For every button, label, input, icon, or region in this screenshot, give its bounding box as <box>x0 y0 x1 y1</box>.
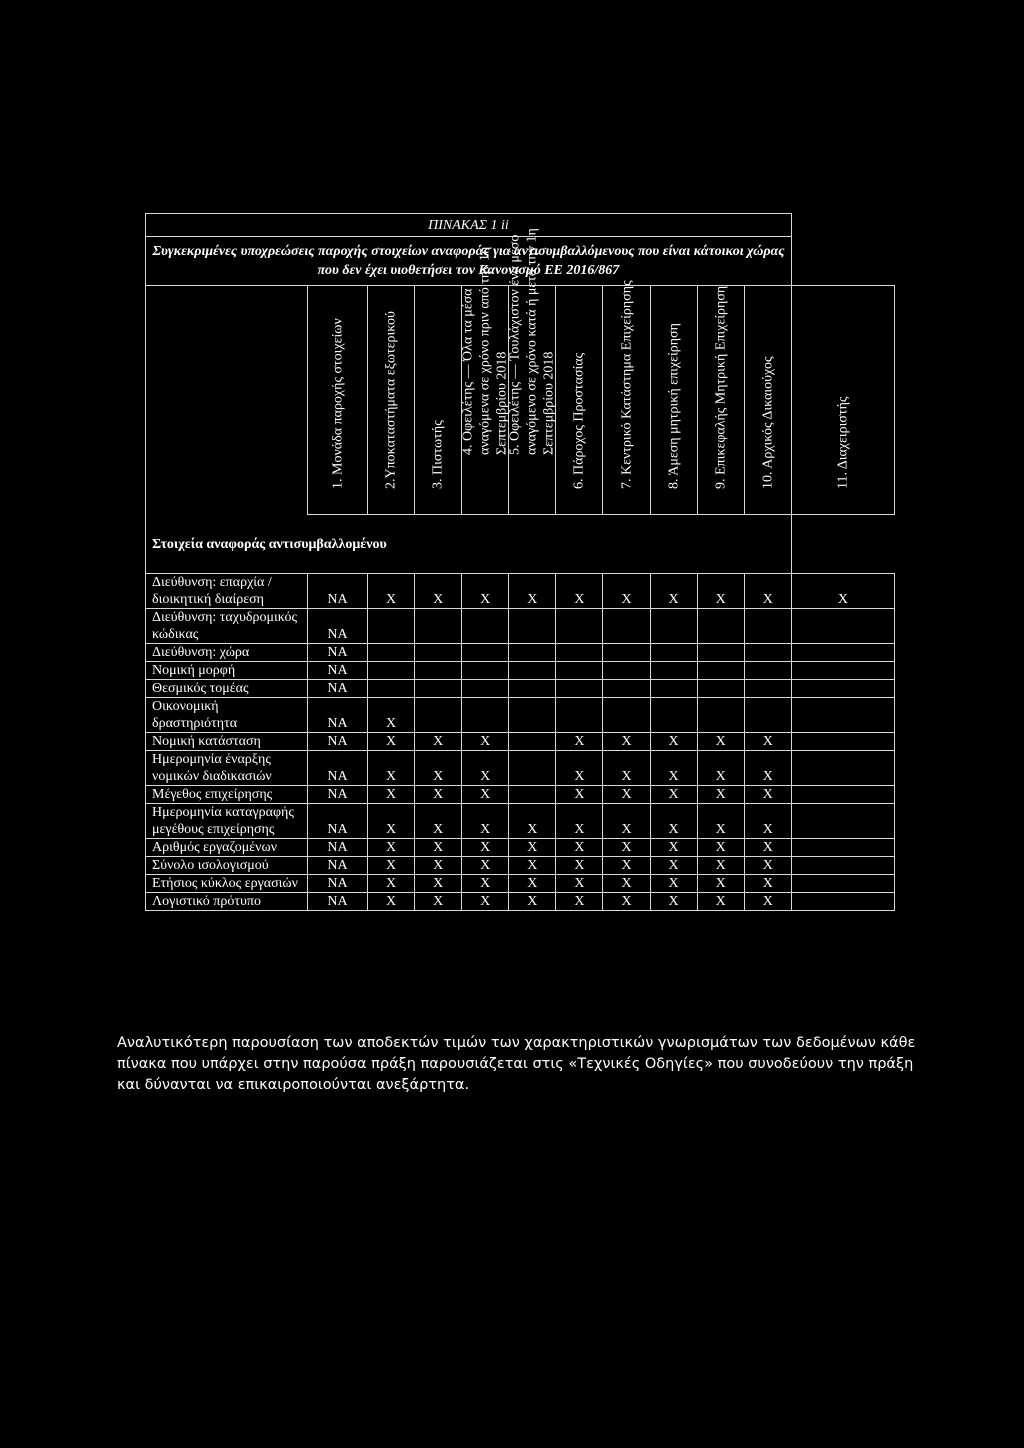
column-header-11 <box>791 286 894 515</box>
table-cell: ΝΑ <box>308 574 368 609</box>
table-cell: ΝΑ <box>308 839 368 857</box>
table-cell <box>650 680 697 698</box>
table-cell <box>368 662 415 680</box>
table-cell: Χ <box>603 751 650 786</box>
table-cell <box>509 680 556 698</box>
table-cell: Χ <box>462 751 509 786</box>
column-header-label: 3. Πιστωτής <box>430 420 446 489</box>
column-header-label: 4. Οφειλέτης — Όλα τα μέσα αναγόμενα σε χρόνο πριν από την 1η Σεπτεμβρίου 2018 <box>460 246 510 455</box>
table-cell: Χ <box>368 893 415 911</box>
table-cell <box>744 680 791 698</box>
table-cell: Χ <box>744 733 791 751</box>
table-cell: Χ <box>415 751 462 786</box>
table-cell: Χ <box>556 751 603 786</box>
row-label: Μέγεθος επιχείρησης <box>146 786 308 804</box>
row-label: Διεύθυνση: επαρχία / διοικητική διαίρεση <box>146 574 308 609</box>
table-cell: Χ <box>556 857 603 875</box>
table-row <box>146 662 895 680</box>
table-cell: Χ <box>509 839 556 857</box>
table-cell: Χ <box>368 875 415 893</box>
column-header-label: 5. Οφειλέτης — Τουλάχιστον ένα μέσο αναγόμενο σε χρόνο κατά ή μετά την 1η Σεπτεμβρίου 2018 <box>507 228 557 455</box>
table-cell: Χ <box>556 733 603 751</box>
table-cell: ΝΑ <box>308 662 368 680</box>
table-cell: Χ <box>462 733 509 751</box>
table-cell: Χ <box>697 804 744 839</box>
table-cell: Χ <box>650 875 697 893</box>
table-row <box>146 875 895 893</box>
table-cell <box>791 857 894 875</box>
table-cell <box>650 644 697 662</box>
table-cell: Χ <box>791 574 894 609</box>
table-cell: Χ <box>650 574 697 609</box>
table-cell <box>462 662 509 680</box>
column-header-3 <box>415 286 462 515</box>
table-row <box>146 857 895 875</box>
table-cell <box>556 609 603 644</box>
table-row <box>146 804 895 839</box>
table-cell: Χ <box>415 804 462 839</box>
table-cell: Χ <box>603 893 650 911</box>
table-row <box>146 680 895 698</box>
table-cell <box>744 662 791 680</box>
row-label: Θεσμικός τομέας <box>146 680 308 698</box>
table-cell: Χ <box>415 893 462 911</box>
table-cell <box>509 644 556 662</box>
column-header-label: 2.Υποκαταστήματα εξωτερικού <box>383 311 399 489</box>
column-header-label: 10. Αρχικός Δικαιούχος <box>760 356 776 489</box>
table-cell <box>650 698 697 733</box>
table-cell <box>415 644 462 662</box>
table-cell <box>697 680 744 698</box>
column-header-label: 9. Επικεφαλής Μητρική Επιχείρηση <box>713 285 729 489</box>
table-cell: Χ <box>415 786 462 804</box>
row-label: Ημερομηνία έναρξης νομικών διαδικασιών <box>146 751 308 786</box>
table-cell: Χ <box>697 733 744 751</box>
table-cell: Χ <box>415 839 462 857</box>
table-cell: Χ <box>462 875 509 893</box>
table-cell <box>744 644 791 662</box>
table-cell: Χ <box>415 875 462 893</box>
table-cell: ΝΑ <box>308 698 368 733</box>
table-cell: Χ <box>368 733 415 751</box>
table-cell: Χ <box>650 786 697 804</box>
column-header-5 <box>507 228 557 515</box>
footnote-text: Αναλυτικότερη παρουσίαση των αποδεκτών τιμών των χαρακτηριστικών γνωρισμάτων των δεδομένων κάθε πίνακα που υπάρχει στην παρούσα πράξη παρουσιάζεται στις «Τεχνικές Οδηγίες» που συνοδεύουν την πράξη και δύνανται να επικαιροποιούνται ανεξάρτητα. <box>117 1035 916 1093</box>
table-cell <box>603 680 650 698</box>
section-label: Στοιχεία αναφοράς αντισυμβαλλομένου <box>146 515 792 574</box>
column-header-label: 6. Πάροχος Προστασίας <box>571 352 587 489</box>
table-cell <box>697 662 744 680</box>
table-cell <box>791 804 894 839</box>
table-cell <box>509 609 556 644</box>
column-header-label: 11. Διαχειριστής <box>835 396 851 489</box>
table-cell: Χ <box>556 786 603 804</box>
column-header-label: 8. Άμεση μητρική επιχείρηση <box>666 323 682 489</box>
table-row <box>146 574 895 609</box>
table-row <box>146 893 895 911</box>
row-label: Ημερομηνία καταγραφής μεγέθους επιχείρησης <box>146 804 308 839</box>
table-cell: Χ <box>368 751 415 786</box>
row-label: Διεύθυνση: χώρα <box>146 644 308 662</box>
table-cell: ΝΑ <box>308 857 368 875</box>
table-cell: Χ <box>415 574 462 609</box>
reporting-requirements-table <box>145 213 895 911</box>
table-cell: Χ <box>368 786 415 804</box>
table-row <box>146 644 895 662</box>
table-cell <box>603 609 650 644</box>
table-cell: Χ <box>509 574 556 609</box>
table-cell: Χ <box>650 893 697 911</box>
table-cell: Χ <box>556 574 603 609</box>
table-cell: Χ <box>744 786 791 804</box>
table-cell: Χ <box>462 893 509 911</box>
table-cell <box>791 839 894 857</box>
table-cell <box>791 662 894 680</box>
table-cell: Χ <box>744 751 791 786</box>
table-cell <box>556 662 603 680</box>
table-cell: Χ <box>368 839 415 857</box>
table-cell <box>697 644 744 662</box>
table-cell: Χ <box>744 804 791 839</box>
table-cell <box>509 751 556 786</box>
table-cell <box>791 893 894 911</box>
column-header-6 <box>556 286 603 515</box>
table-cell <box>650 609 697 644</box>
table-cell: Χ <box>462 804 509 839</box>
table-cell: Χ <box>556 839 603 857</box>
column-header-1 <box>308 286 368 515</box>
table-cell: Χ <box>744 857 791 875</box>
row-label: Σύνολο ισολογισμού <box>146 857 308 875</box>
table-cell: Χ <box>462 786 509 804</box>
table-row <box>146 751 895 786</box>
row-label: Αριθμός εργαζομένων <box>146 839 308 857</box>
table-cell: Χ <box>697 857 744 875</box>
table-cell <box>791 786 894 804</box>
table-cell: Χ <box>603 733 650 751</box>
table-cell: ΝΑ <box>308 804 368 839</box>
column-header-8 <box>650 286 697 515</box>
row-label: Λογιστικό πρότυπο <box>146 893 308 911</box>
header-corner <box>146 286 308 515</box>
table-cell: Χ <box>556 875 603 893</box>
table-cell: Χ <box>650 751 697 786</box>
table-cell <box>603 662 650 680</box>
table-cell <box>462 609 509 644</box>
table-cell <box>697 609 744 644</box>
table-cell: Χ <box>368 698 415 733</box>
table-cell <box>462 644 509 662</box>
table-cell: Χ <box>509 857 556 875</box>
table-cell: Χ <box>509 893 556 911</box>
column-header-4 <box>460 246 510 515</box>
table-cell: Χ <box>744 839 791 857</box>
table-cell: ΝΑ <box>308 609 368 644</box>
column-header-2 <box>368 286 415 515</box>
table-cell <box>509 733 556 751</box>
table-cell: Χ <box>603 857 650 875</box>
table-row <box>146 839 895 857</box>
table-cell <box>368 609 415 644</box>
table-title: ΠΙΝΑΚΑΣ 1 ii <box>146 214 792 237</box>
table-cell <box>415 680 462 698</box>
table-body <box>146 574 895 911</box>
table-cell: Χ <box>697 786 744 804</box>
table-cell <box>462 680 509 698</box>
table-cell: Χ <box>603 804 650 839</box>
table-cell <box>650 662 697 680</box>
column-header-10 <box>744 286 791 515</box>
document-table-wrapper <box>145 213 895 911</box>
row-label: Νομική κατάσταση <box>146 733 308 751</box>
table-cell <box>791 698 894 733</box>
table-cell: Χ <box>462 857 509 875</box>
table-cell <box>791 733 894 751</box>
table-cell: Χ <box>603 875 650 893</box>
table-cell <box>791 680 894 698</box>
table-cell: ΝΑ <box>308 644 368 662</box>
table-cell: Χ <box>509 875 556 893</box>
table-cell <box>697 698 744 733</box>
table-cell <box>556 698 603 733</box>
table-cell: Χ <box>650 733 697 751</box>
table-cell: Χ <box>509 804 556 839</box>
row-label: Διεύθυνση: ταχυδρομικός κώδικας <box>146 609 308 644</box>
table-cell: ΝΑ <box>308 751 368 786</box>
row-label: Νομική μορφή <box>146 662 308 680</box>
column-header-label: 7. Κεντρικό Κατάστημα Επιχείρησης <box>619 280 635 489</box>
column-header-label: 1. Μονάδα παροχής στοιχείων <box>330 318 345 489</box>
table-cell <box>509 786 556 804</box>
row-label: Οικονομική δραστηριότητα <box>146 698 308 733</box>
table-cell <box>791 644 894 662</box>
table-cell <box>415 698 462 733</box>
table-cell: Χ <box>744 875 791 893</box>
table-cell: Χ <box>650 839 697 857</box>
table-cell: Χ <box>368 574 415 609</box>
table-cell: Χ <box>697 839 744 857</box>
table-cell: ΝΑ <box>308 733 368 751</box>
table-cell <box>556 644 603 662</box>
table-cell <box>556 680 603 698</box>
table-row <box>146 786 895 804</box>
table-cell <box>791 875 894 893</box>
table-cell: Χ <box>556 804 603 839</box>
table-cell: Χ <box>415 733 462 751</box>
table-cell: Χ <box>415 857 462 875</box>
table-cell: ΝΑ <box>308 680 368 698</box>
table-cell <box>791 751 894 786</box>
table-cell: Χ <box>462 574 509 609</box>
table-cell <box>744 698 791 733</box>
table-cell <box>462 698 509 733</box>
table-cell: Χ <box>744 574 791 609</box>
table-cell: Χ <box>603 786 650 804</box>
table-row <box>146 733 895 751</box>
table-cell <box>509 698 556 733</box>
table-cell: ΝΑ <box>308 893 368 911</box>
table-cell: Χ <box>650 804 697 839</box>
table-cell <box>368 644 415 662</box>
table-cell: Χ <box>697 751 744 786</box>
table-cell: Χ <box>462 839 509 857</box>
table-cell: Χ <box>368 804 415 839</box>
table-subtitle: Συγκεκριμένες υποχρεώσεις παροχής στοιχείων αναφοράς για αντισυμβαλλόμενους που είναι κάτοικοι χώρας που δεν έχει υιοθετήσει τον Κανονισμό ΕΕ 2016/867 <box>146 237 792 286</box>
table-cell <box>415 609 462 644</box>
column-header-7 <box>603 280 650 515</box>
table-cell <box>368 680 415 698</box>
table-cell <box>509 662 556 680</box>
table-cell <box>603 698 650 733</box>
table-cell: Χ <box>368 857 415 875</box>
table-cell <box>744 609 791 644</box>
table-cell: Χ <box>744 893 791 911</box>
table-cell <box>415 662 462 680</box>
table-cell: Χ <box>650 857 697 875</box>
table-cell: Χ <box>603 574 650 609</box>
row-label: Ετήσιος κύκλος εργασιών <box>146 875 308 893</box>
table-cell: Χ <box>697 893 744 911</box>
table-cell: ΝΑ <box>308 875 368 893</box>
table-cell: ΝΑ <box>308 786 368 804</box>
table-row <box>146 698 895 733</box>
table-cell <box>791 609 894 644</box>
table-cell: Χ <box>697 875 744 893</box>
table-cell: Χ <box>697 574 744 609</box>
column-header-9 <box>697 286 744 515</box>
table-row <box>146 609 895 644</box>
table-cell <box>603 644 650 662</box>
table-cell: Χ <box>556 893 603 911</box>
table-cell: Χ <box>603 839 650 857</box>
column-header-row <box>146 286 895 515</box>
